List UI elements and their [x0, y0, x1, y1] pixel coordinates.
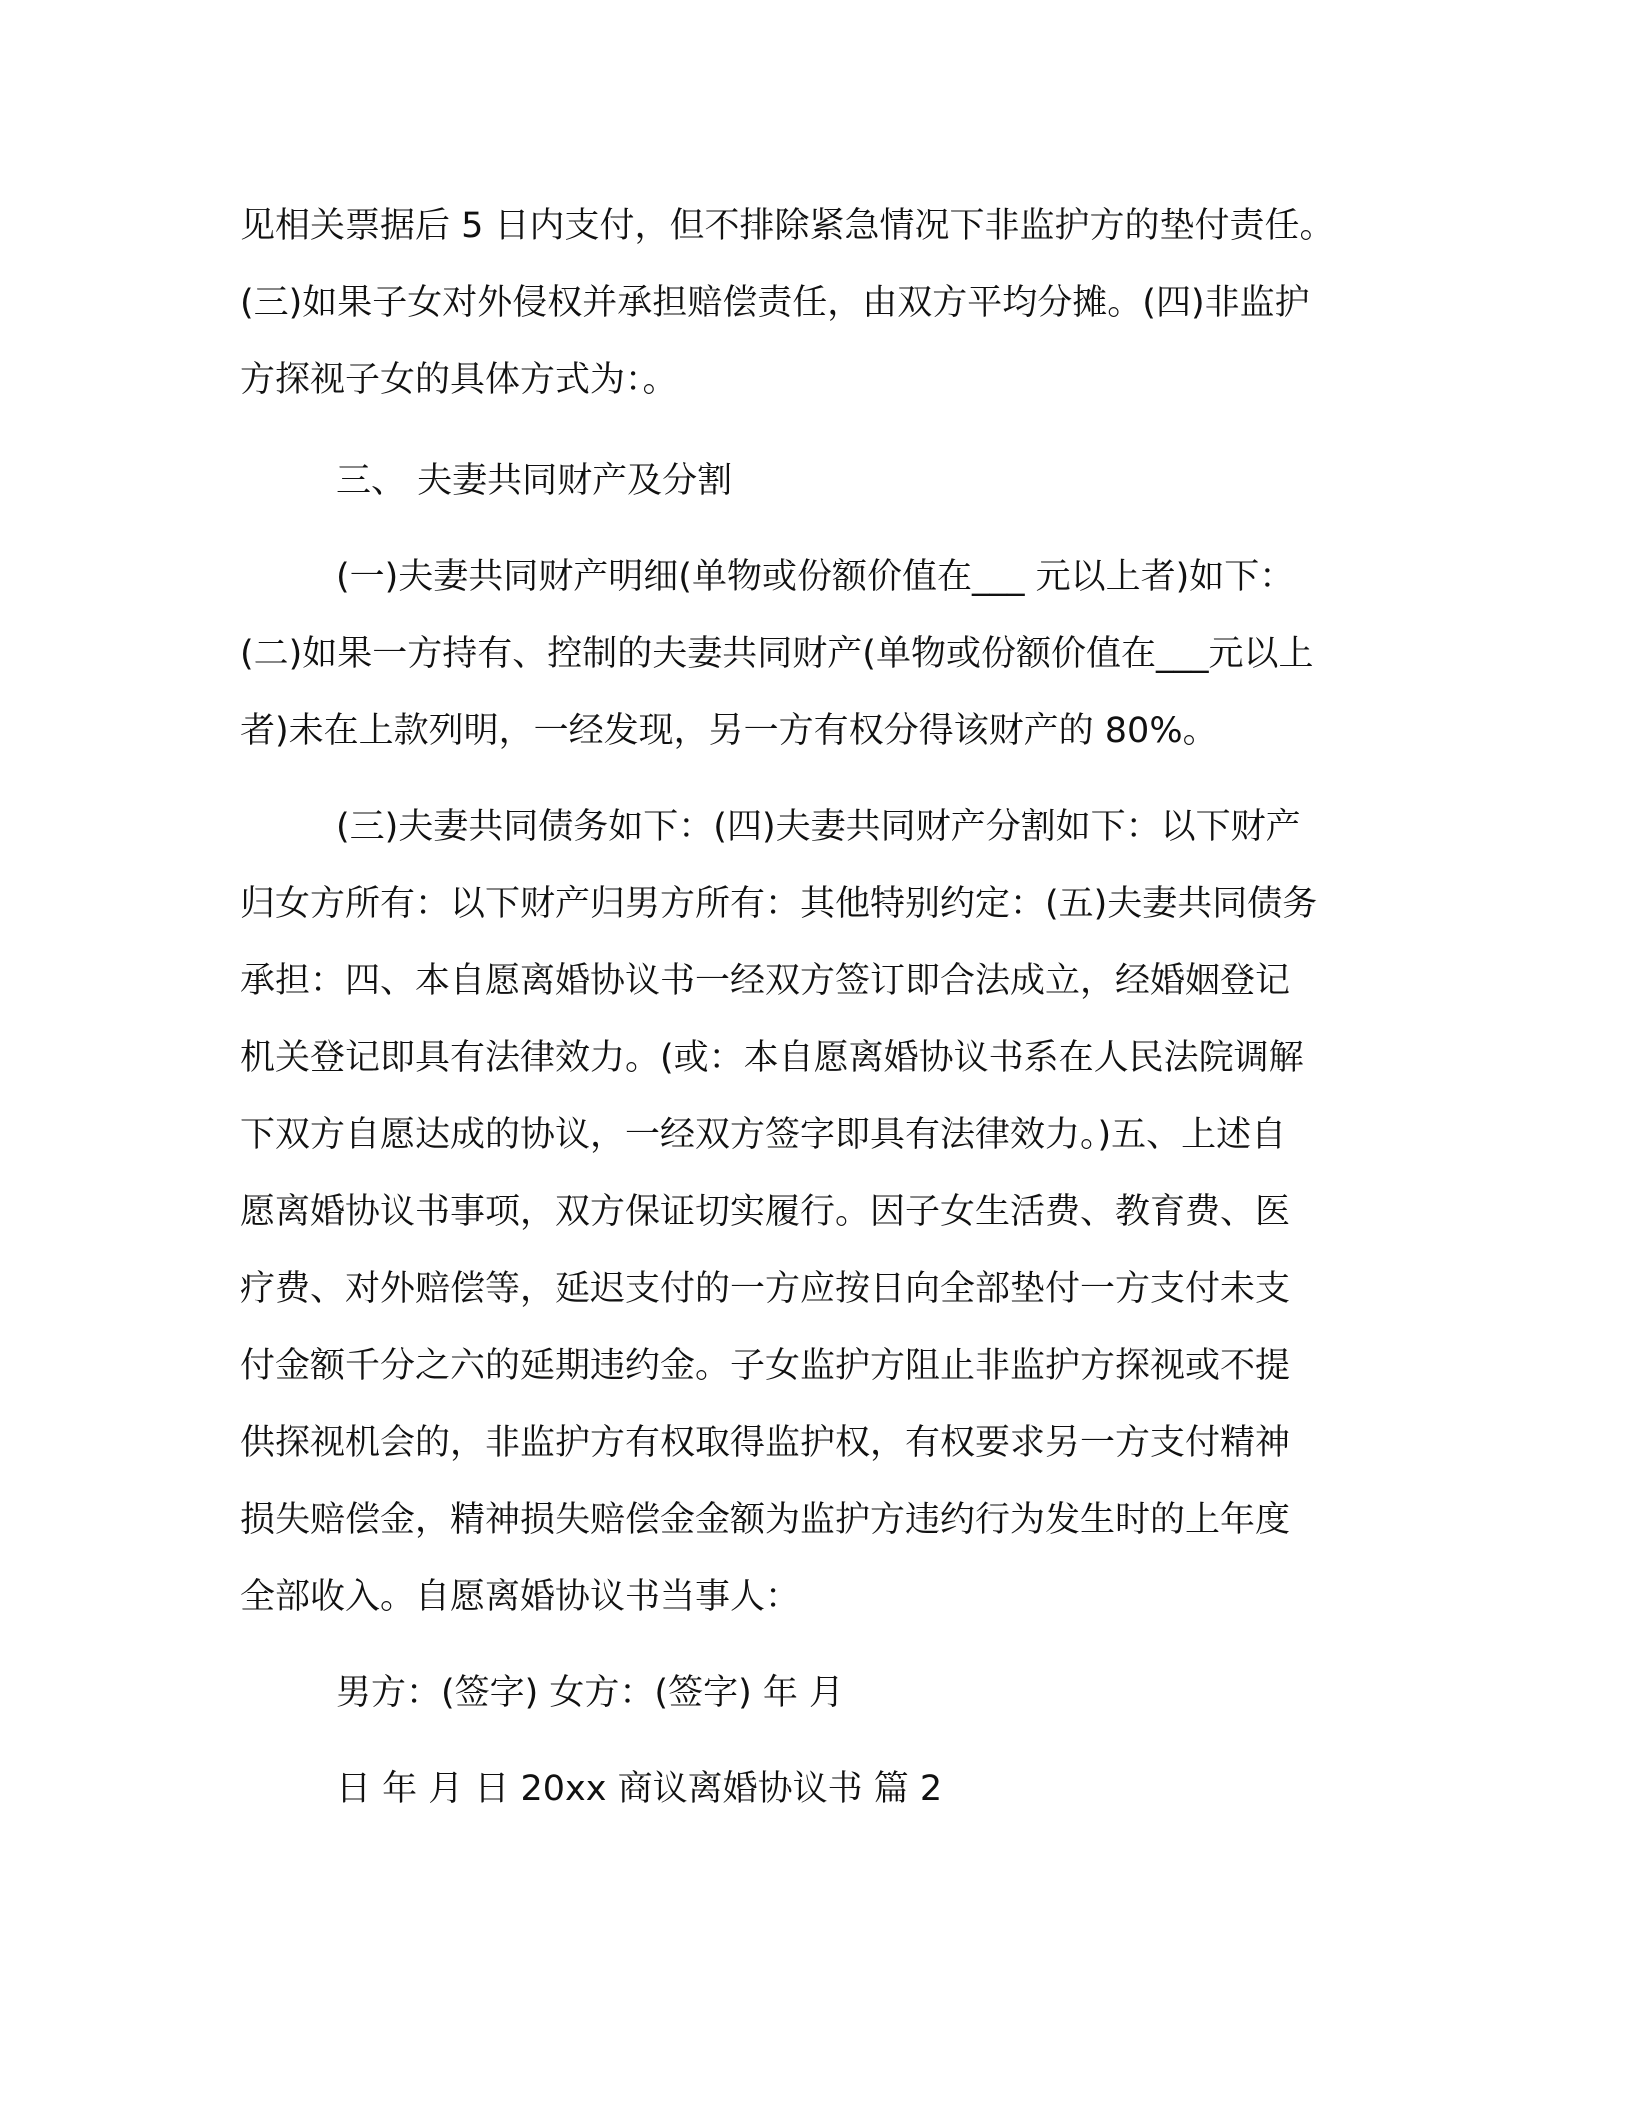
text-line: (三)夫妻共同债务如下：(四)夫妻共同财产分割如下：以下财产 [336, 807, 1301, 847]
signature-line [240, 1655, 1388, 1732]
date-and-next-title [240, 1751, 1388, 1828]
paragraph-debts-and-effect [240, 789, 1388, 1636]
text-line: 者)未在上款列明，一经发现，另一方有权分得该财产的 80%。 [240, 711, 1218, 751]
paragraph-property-details [240, 539, 1388, 770]
text-line: 愿离婚协议书事项，双方保证切实履行。因子女生活费、教育费、医 [240, 1192, 1291, 1232]
text-line: 付金额千分之六的延期违约金。子女监护方阻止非监护方探视或不提 [240, 1346, 1291, 1386]
text-line: 见相关票据后 5 日内支付，但不排除紧急情况下非监护方的垫付责任。 [240, 206, 1335, 246]
section-heading-property [240, 443, 1388, 520]
text-line: 疗费、对外赔偿等，延迟支付的一方应按日向全部垫付一方支付未支 [240, 1269, 1291, 1309]
text-line: 全部收入。自愿离婚协议书当事人： [240, 1577, 801, 1617]
paragraph-child-support-visitation [240, 188, 1388, 419]
text-line: 损失赔偿金，精神损失赔偿金金额为监护方违约行为发生时的上年度 [240, 1500, 1291, 1540]
heading-line: 三、 夫妻共同财产及分割 [336, 461, 733, 501]
text-line: (三)如果子女对外侵权并承担赔偿责任，由双方平均分摊。(四)非监护 [240, 283, 1310, 323]
text-line: (二)如果一方持有、控制的夫妻共同财产(单物或份额价值在___元以上 [240, 634, 1314, 674]
text-line: 男方：(签字) 女方：(签字) 年 月 [336, 1673, 844, 1713]
text-line: 下双方自愿达成的协议，一经双方签字即具有法律效力。)五、上述自 [240, 1115, 1287, 1155]
text-line: 日 年 月 日 20xx 商议离婚协议书 篇 2 [336, 1769, 943, 1809]
text-line: 供探视机会的，非监护方有权取得监护权，有权要求另一方支付精神 [240, 1423, 1291, 1463]
text-line: 承担：四、本自愿离婚协议书一经双方签订即合法成立，经婚姻登记 [240, 961, 1291, 1001]
text-line: 机关登记即具有法律效力。(或：本自愿离婚协议书系在人民法院调解 [240, 1038, 1304, 1078]
document-page [240, 188, 1388, 1828]
text-line: 方探视子女的具体方式为：。 [240, 360, 678, 400]
text-line: (一)夫妻共同财产明细(单物或份额价值在___ 元以上者)如下： [336, 557, 1295, 597]
text-line: 归女方所有：以下财产归男方所有：其他特别约定：(五)夫妻共同债务 [240, 884, 1318, 924]
